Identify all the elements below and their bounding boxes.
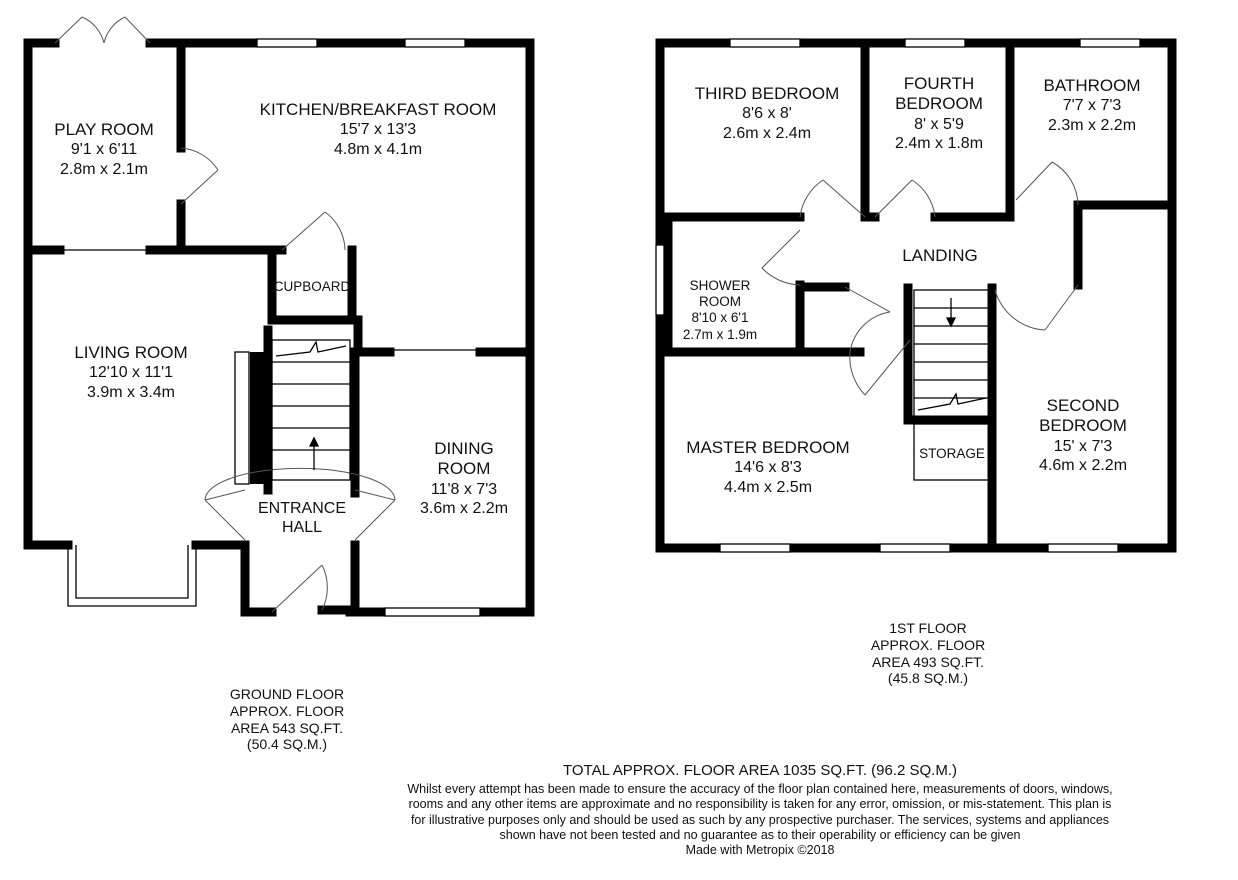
room-dims-metric: 2.8m x 2.1m — [59, 160, 149, 178]
area-line: GROUND FLOOR — [229, 686, 345, 702]
room-dims-metric: 2.6m x 2.4m — [722, 124, 812, 142]
room-storage — [919, 446, 985, 462]
disclaimer-text: Whilst every attempt has been made to ensure the accuracy of the floor plan contained here, measurements of doors, windows, rooms and any other items are approximate and no responsibility is taken for any error, omission, or mis-statement. This plan is for illustrative purposes only and should be used as such by any prospective purchaser. The services, systems and appliances shown have not been tested and no guarantee as to their operability or efficiency can be given — [407, 782, 1113, 842]
area-line: AREA 493 SQ.FT. — [871, 653, 985, 670]
room-dims-imperial: 15' x 7'3 — [1053, 437, 1113, 455]
room-dims-imperial: 14'6 x 8'3 — [734, 459, 802, 477]
room-third-bedroom — [695, 84, 840, 143]
room-name-line-2: BEDROOM — [1039, 416, 1127, 436]
area-line: (50.4 SQ.M.) — [246, 736, 328, 753]
room-kitchen-breakfast — [260, 100, 497, 159]
room-name-line-2: HALL — [281, 519, 323, 537]
room-play-room — [54, 120, 154, 179]
room-dims-imperial: 7'7 x 7'3 — [1062, 97, 1122, 115]
room-name: KITCHEN/BREAKFAST ROOM — [259, 100, 497, 119]
room-dining-room — [420, 439, 508, 518]
room-dims-metric: 2.7m x 1.9m — [682, 326, 758, 342]
room-second-bedroom — [1039, 396, 1127, 475]
room-dims-imperial: 15'7 x 13'3 — [339, 121, 417, 139]
room-dims-imperial: 9'1 x 6'11 — [70, 141, 138, 159]
first-floor-area — [871, 620, 985, 687]
room-name-line-2: ROOM — [699, 294, 741, 310]
room-entrance-hall — [258, 499, 346, 537]
area-line: 1ST FLOOR — [889, 620, 967, 636]
room-living-room — [74, 343, 187, 402]
room-landing — [902, 246, 978, 266]
room-dims-imperial: 8'10 x 6'1 — [691, 310, 749, 326]
room-name-line-1: SECOND — [1046, 396, 1120, 415]
room-name: CUPBOARD — [273, 279, 351, 294]
room-name-line-2: BEDROOM — [895, 94, 983, 114]
area-line: APPROX. FLOOR — [229, 702, 345, 719]
area-line: AREA 543 SQ.FT. — [230, 719, 344, 736]
room-bathroom — [1044, 76, 1141, 135]
ground-floor-area — [230, 686, 344, 753]
room-dims-imperial: 12'10 x 11'1 — [88, 364, 174, 382]
room-name: LIVING ROOM — [74, 343, 188, 362]
room-fourth-bedroom — [895, 74, 983, 153]
room-name: LANDING — [902, 246, 978, 265]
room-name: STORAGE — [919, 446, 985, 461]
footer — [400, 762, 1120, 857]
area-line: APPROX. FLOOR — [870, 636, 986, 653]
room-dims-metric: 4.8m x 4.1m — [333, 140, 423, 158]
room-name-line-2: ROOM — [437, 459, 491, 479]
room-dims-metric: 4.4m x 2.5m — [723, 478, 813, 496]
room-name-line-1: DINING — [434, 439, 494, 458]
room-master-bedroom — [686, 438, 849, 497]
room-name: PLAY ROOM — [54, 120, 154, 139]
area-line: (45.8 SQ.M.) — [887, 670, 969, 687]
room-name-line-1: ENTRANCE — [257, 500, 347, 517]
room-name: MASTER BEDROOM — [686, 438, 850, 457]
room-name-line-1: SHOWER — [689, 278, 751, 293]
room-shower-room — [683, 278, 757, 343]
total-floor-area: TOTAL APPROX. FLOOR AREA 1035 SQ.FT. (96.2 SQ.M.) — [562, 762, 958, 779]
room-name-line-1: FOURTH — [903, 74, 975, 93]
room-dims-imperial: 11'8 x 7'3 — [430, 480, 498, 498]
room-dims-imperial: 8' x 5'9 — [914, 115, 964, 133]
room-dims-metric: 3.6m x 2.2m — [419, 499, 509, 517]
room-name: THIRD BEDROOM — [694, 84, 840, 103]
room-dims-metric: 2.3m x 2.2m — [1047, 116, 1137, 134]
room-dims-metric: 2.4m x 1.8m — [894, 134, 984, 152]
room-dims-metric: 3.9m x 3.4m — [86, 383, 176, 401]
made-with-credit: Made with Metropix ©2018 — [685, 843, 835, 857]
room-dims-imperial: 8'6 x 8' — [742, 105, 792, 123]
room-name: BATHROOM — [1043, 76, 1141, 95]
room-dims-metric: 4.6m x 2.2m — [1038, 456, 1128, 474]
room-cupboard — [274, 279, 351, 295]
